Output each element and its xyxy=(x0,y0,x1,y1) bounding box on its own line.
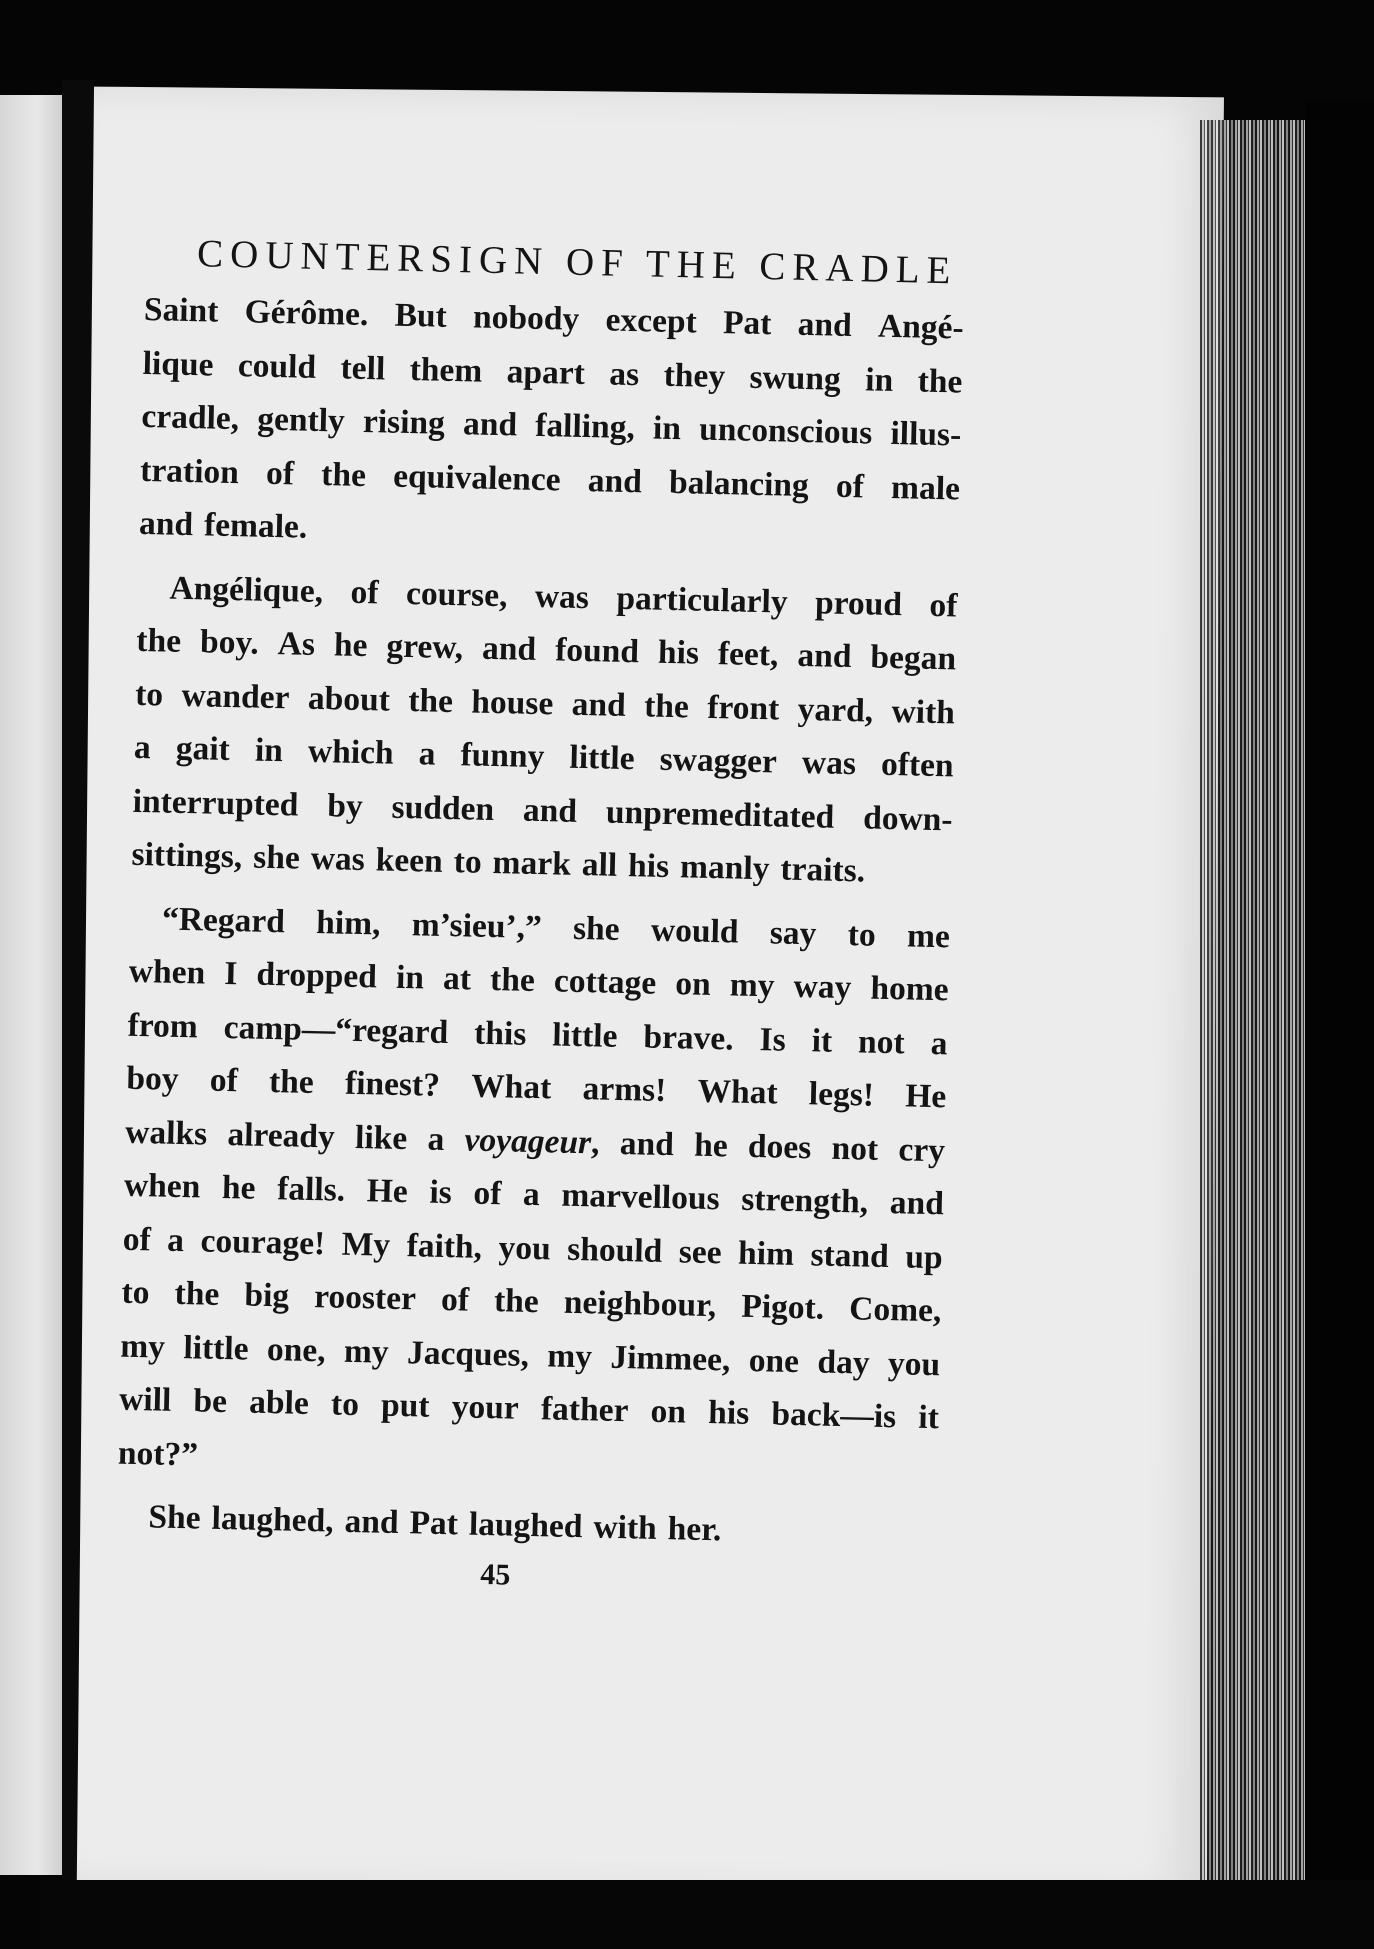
page-edges-stack xyxy=(1200,120,1320,1900)
text-line: and female. xyxy=(138,504,308,546)
paragraph xyxy=(131,560,958,900)
text-line: “Regard him, m’sieu’,” she would say to me xyxy=(161,900,951,955)
text-line: my little one, my Jacques, my Jimmee, one day you xyxy=(119,1327,941,1383)
body-text xyxy=(116,283,964,1562)
text-line: tration of the equivalence and balancing of male xyxy=(139,451,961,508)
background-bottom xyxy=(40,1880,1374,1949)
text-line: to the big rooster of the neighbour, Pigot. Come, xyxy=(121,1273,942,1330)
text-line: when he falls. He is of a marvellous strength, and xyxy=(123,1166,945,1223)
text-line: a gait in which a funny little swagger was often xyxy=(133,728,955,785)
text-line: walks already like a voyageur, and he does not cry xyxy=(124,1113,946,1169)
page-text-block xyxy=(115,130,968,1602)
running-head: COUNTERSIGN OF THE CRADLE xyxy=(196,232,958,293)
text-line: not?” xyxy=(117,1434,199,1473)
text-line: from camp—“regard this little brave. Is it not a xyxy=(127,1006,948,1062)
paragraph xyxy=(117,891,950,1498)
text-line: lique could tell them apart as they swung in the xyxy=(142,344,963,401)
text-line: boy of the finest? What arms! What legs! He xyxy=(126,1059,947,1116)
text-line: the boy. As he grew, and found his feet, and began xyxy=(135,621,957,678)
paragraph xyxy=(138,283,964,569)
text-line: of a courage! My faith, you should see him stand up xyxy=(122,1220,944,1276)
text-line: She laughed, and Pat laughed with her. xyxy=(148,1498,722,1549)
text-line: to wander about the house and the front yard, with xyxy=(134,675,956,731)
text-line: interrupted by sudden and unpremeditated down- xyxy=(132,782,953,838)
text-line: will be able to put your father on his back—is it xyxy=(118,1380,940,1437)
text-line: cradle, gently rising and falling, in unconscious illus- xyxy=(141,397,962,454)
text-line: Saint Gérôme. But nobody except Pat and Angé- xyxy=(143,290,965,347)
text-line: when I dropped in at the cottage on my way home xyxy=(128,952,950,1009)
background-right xyxy=(1305,100,1374,1949)
text-line: Angélique, of course, was particularly proud of xyxy=(169,569,958,624)
page-number: 45 xyxy=(479,1557,511,1592)
previous-page-edge xyxy=(0,95,62,1875)
text-line: sittings, she was keen to mark all his manly traits. xyxy=(131,835,866,890)
